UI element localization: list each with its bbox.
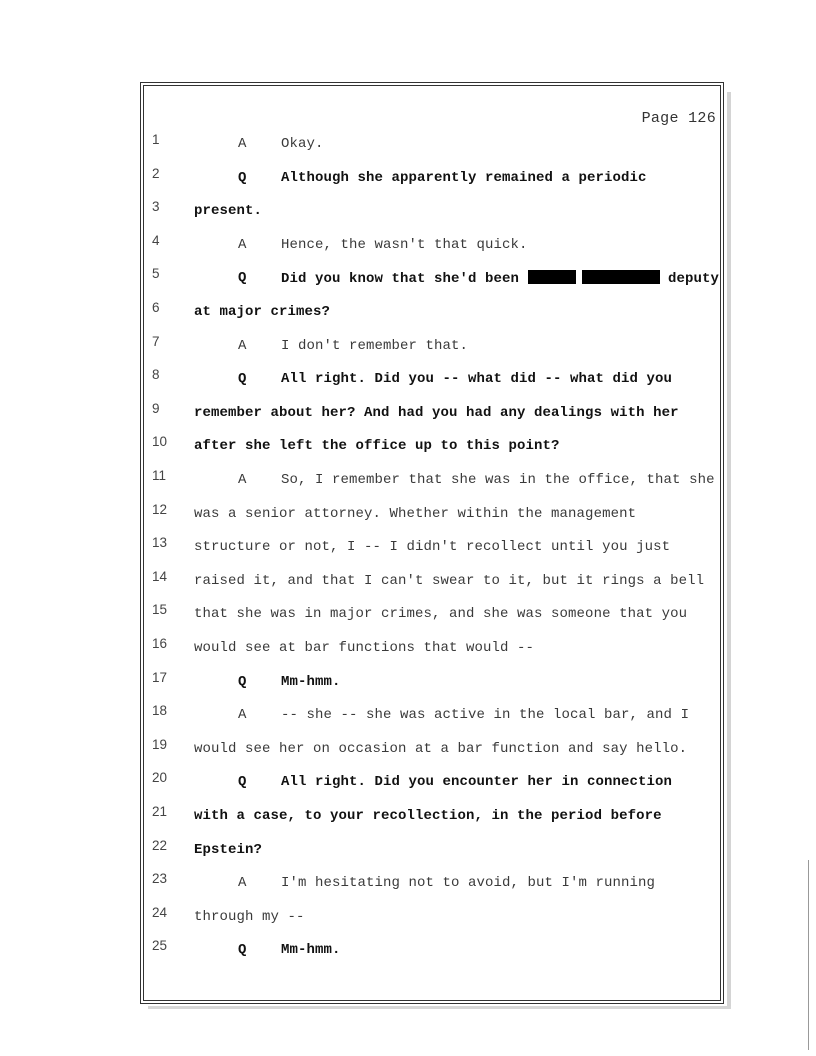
line-number: 10 [152,434,168,450]
line-text: Hence, the wasn't that quick. [281,236,528,253]
transcript-line [0,300,816,328]
line-number: 2 [152,165,160,181]
line-number: 6 [152,300,160,315]
line-number: 13 [152,535,168,551]
speaker-question: Q [238,942,247,959]
line-number: 15 [152,602,168,618]
transcript-line [0,132,816,160]
transcript-line [0,400,816,429]
line-number: 24 [152,904,168,920]
line-text: that she was in major crimes, and she was someone that you [194,606,688,623]
transcript-line [0,770,816,798]
speaker-question: Q [238,371,247,388]
line-number: 11 [152,468,167,483]
line-number: 19 [152,736,168,752]
line-number: 18 [152,703,168,719]
line-text: remember about her? And had you had any dealings with her [194,404,679,421]
transcript-line [0,535,816,563]
transcript-line [0,501,816,530]
line-text: All right. Did you -- what did -- what did you [281,371,673,388]
line-text: I don't remember that. [281,337,469,354]
line-text: Mm-hmm. [281,942,341,959]
line-number: 22 [152,837,168,853]
transcript-line [0,669,816,698]
page-number: Page 126 [641,110,716,127]
speaker-answer: A [238,236,247,253]
transcript-line [0,736,816,765]
line-text: after she left the office up to this point? [194,438,560,455]
line-text: structure or not, I -- I didn't recollect until you just [194,539,671,556]
line-number: 4 [152,232,160,248]
transcript-line [0,904,816,933]
line-number: 17 [152,669,168,685]
line-number: 21 [152,804,168,819]
line-number: 3 [152,199,160,215]
redaction-block [528,270,576,284]
line-number: 23 [152,871,168,887]
line-text [281,270,719,287]
speaker-answer: A [238,337,247,354]
line-text: -- she -- she was active in the local bar, and I [281,707,690,724]
line-text: would see at bar functions that would -- [194,640,535,656]
line-text: raised it, and that I can't swear to it, but it rings a bell [194,572,705,589]
line-number: 16 [152,636,168,651]
speaker-answer: A [238,136,247,152]
transcript-line [0,938,816,966]
line-text: Epstein? [194,841,263,858]
line-number: 14 [152,568,168,584]
line-text-segment: deputy [659,271,720,288]
transcript-line [0,199,816,227]
line-text: would see her on occasion at a bar function and say hello. [194,740,688,757]
line-text: All right. Did you encounter her in connection [281,774,673,791]
transcript-line [0,602,816,630]
transcript-line [0,266,816,294]
transcript-line [0,367,816,395]
transcript-line [0,703,816,731]
frame-shadow [148,1006,731,1009]
speaker-question: Q [238,169,247,186]
line-number: 1 [152,132,160,147]
transcript-line [0,333,816,362]
line-text: Okay. [281,136,324,152]
line-text: Mm-hmm. [281,673,341,690]
line-number: 5 [152,266,160,282]
speaker-question: Q [238,673,247,690]
transcript-line [0,837,816,866]
line-text: So, I remember that she was in the office, that she [281,472,715,488]
transcript-line [0,636,816,664]
line-text: with a case, to your recollection, in the period before [194,808,662,824]
transcript-line [0,804,816,832]
transcript-line [0,434,816,462]
transcript-line [0,468,816,496]
speaker-answer: A [238,472,247,488]
line-number: 20 [152,770,168,786]
line-number: 25 [152,938,168,954]
speaker-answer: A [238,875,247,892]
line-text: was a senior attorney. Whether within the management [194,505,637,522]
speaker-question: Q [238,774,247,791]
line-number: 12 [152,501,168,517]
transcript-line [0,871,816,899]
line-text: at major crimes? [194,304,331,320]
line-text: present. [194,203,263,220]
line-text: Although she apparently remained a periodic [281,169,647,186]
speaker-answer: A [238,707,247,724]
transcript-line [0,568,816,597]
transcript-line [0,165,816,194]
line-number: 7 [152,333,160,349]
transcript-line [0,232,816,261]
speaker-question: Q [238,270,247,287]
line-text: through my -- [194,908,305,925]
line-text-segment: Did you know that she'd been [281,271,528,288]
line-text: I'm hesitating not to avoid, but I'm running [281,875,656,892]
line-number: 9 [152,400,160,416]
redaction-block [582,270,660,284]
line-number: 8 [152,367,160,383]
